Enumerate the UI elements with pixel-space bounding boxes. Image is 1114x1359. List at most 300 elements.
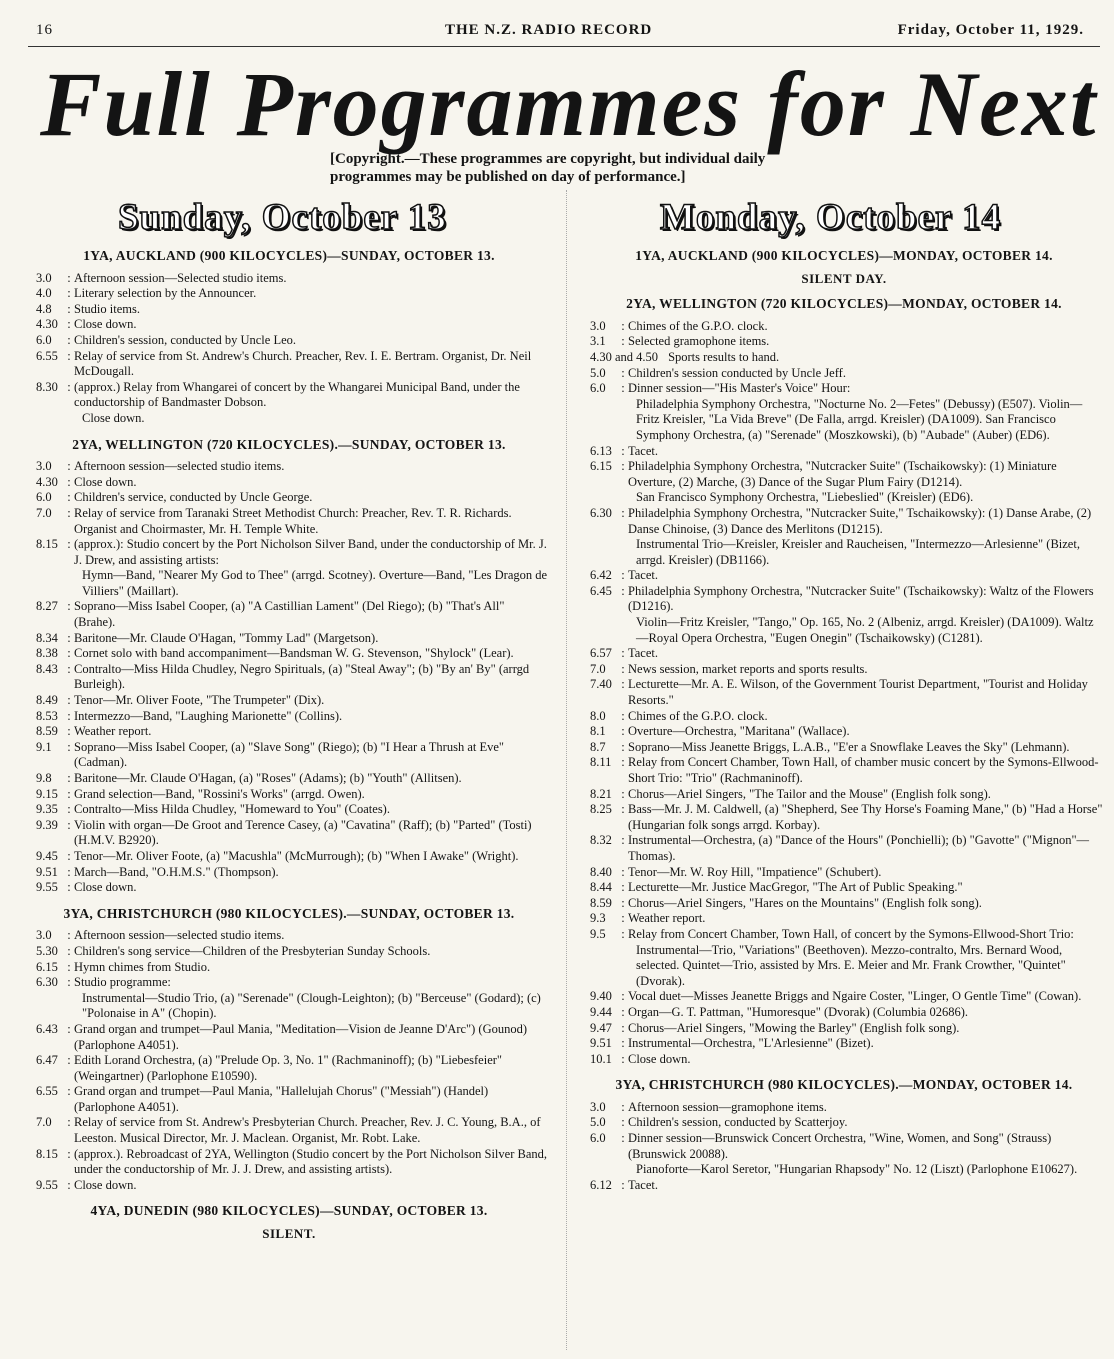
programme-entry <box>30 818 548 849</box>
time-separator: : <box>67 286 71 301</box>
entry-time: 8.30 <box>36 379 58 394</box>
entry-time: 5.30 <box>36 943 58 958</box>
time-separator: : <box>621 1051 625 1066</box>
programme-entry <box>584 1100 1104 1116</box>
time-separator: : <box>621 583 625 598</box>
programme-entry <box>30 1115 548 1146</box>
entry-text: Afternoon session—Selected studio items. <box>74 270 287 285</box>
entry-text: Instrumental—Orchestra, "L'Arlesienne" (Bizet). <box>628 1036 874 1051</box>
programme-entry <box>584 1052 1104 1068</box>
programme-entry <box>30 459 548 475</box>
entry-text: Relay of service from St. Andrew's Church. Preacher, Rev. I. E. Bertram. Organist, Dr. Neil McDougall. <box>74 348 532 379</box>
entry-text: News session, market reports and sports results. <box>628 661 868 676</box>
time-separator: : <box>67 348 71 363</box>
programme-entry <box>584 366 1104 382</box>
programme-entry <box>30 271 548 287</box>
time-separator: : <box>67 880 71 895</box>
entry-time: 6.42 <box>590 568 612 583</box>
time-separator: : <box>67 537 71 552</box>
time-separator: : <box>621 1131 625 1146</box>
entry-text: Relay from Concert Chamber, Town Hall, of chamber music concert by the Symons-Ellwood-Short Trio: "Trio" (Rachmaninoff). <box>628 755 1099 785</box>
entry-text: Overture—Orchestra, "Maritana" (Wallace). <box>628 724 850 739</box>
time-separator: : <box>67 1115 71 1130</box>
entry-text: Cornet solo with band accompaniment—Bandsman W. G. Stevenson, "Shylock" (Lear). <box>74 646 514 661</box>
programme-entry <box>30 724 548 740</box>
entry-text: (approx.) Relay from Whangarei of concert by the Whangarei Municipal Band, under the conductorship of Bandmaster Dobson. <box>74 379 520 410</box>
entry-text: Studio programme: <box>74 975 171 990</box>
time-separator: : <box>621 895 625 910</box>
programme-entry <box>584 506 1104 537</box>
entry-time: 8.34 <box>36 630 58 645</box>
entry-time: 8.44 <box>590 880 612 895</box>
programme-entry <box>584 646 1104 662</box>
entry-time: 8.15 <box>36 537 58 552</box>
programme-entry <box>30 693 548 709</box>
programme-entry <box>30 646 548 662</box>
entry-text: Sports results to hand. <box>668 349 780 364</box>
time-separator: : <box>621 833 625 848</box>
programme-entry <box>30 1053 548 1084</box>
programme-entry <box>30 709 548 725</box>
monday-heading: Monday, October 14 <box>660 197 1002 238</box>
time-separator: : <box>621 646 625 661</box>
entry-text: Afternoon session—selected studio items. <box>74 928 285 943</box>
entry-text: Afternoon session—selected studio items. <box>74 459 285 474</box>
entry-text: Intermezzo—Band, "Laughing Marionette" (Collins). <box>74 708 343 723</box>
time-separator: : <box>621 661 625 676</box>
entry-text: Close down. <box>628 1051 691 1066</box>
programme-entry <box>30 349 548 380</box>
entry-time: 8.59 <box>590 895 612 910</box>
time-separator: : <box>67 459 71 474</box>
entry-time: 4.30 <box>36 317 58 332</box>
programme-entry <box>30 1178 548 1194</box>
entry-text: Grand organ and trumpet—Paul Mania, "Hallelujah Chorus" ("Messiah") (Handel) (Parlophone A4051). <box>74 1084 489 1114</box>
entry-time: 9.55 <box>36 1177 58 1192</box>
entry-text: Tacet. <box>628 568 659 583</box>
issue-date: Friday, October 11, 1929. <box>897 22 1084 38</box>
entry-time: 8.15 <box>36 1146 58 1161</box>
time-separator: : <box>621 708 625 723</box>
entry-text: Relay from Concert Chamber, Town Hall, of concert by the Symons-Ellwood-Short Trio: <box>628 926 1074 941</box>
monday-column <box>584 242 1104 1193</box>
time-separator: : <box>67 848 71 863</box>
entry-text: Literary selection by the Announcer. <box>74 286 257 301</box>
programme-entry <box>584 568 1104 584</box>
programme-entry <box>584 459 1104 490</box>
entry-continuation: Hymn—Band, "Nearer My God to Thee" (arrgd. Scotney). Overture—Band, "Les Dragon de Villiers" (Maillart). <box>82 568 548 598</box>
entry-time: 3.0 <box>36 270 52 285</box>
entry-time: 6.55 <box>36 348 58 363</box>
entry-time: 8.11 <box>590 755 612 770</box>
entry-time: 9.1 <box>36 739 52 754</box>
programme-entry <box>584 334 1104 350</box>
time-separator: : <box>67 943 71 958</box>
station-heading: 2YA, WELLINGTON (720 KILOCYCLES)—MONDAY, OCTOBER 14. <box>626 296 1062 312</box>
time-separator: : <box>621 739 625 754</box>
entry-time: 8.53 <box>36 708 58 723</box>
time-separator: : <box>621 864 625 879</box>
entry-text: Children's session conducted by Uncle Jeff. <box>628 365 846 380</box>
time-separator: : <box>621 1115 625 1130</box>
entry-time: 6.45 <box>590 583 612 598</box>
entry-time: 7.40 <box>590 677 612 692</box>
programme-entry <box>30 599 548 630</box>
entry-time: 8.43 <box>36 661 58 676</box>
time-separator: : <box>621 1177 625 1192</box>
programme-entry <box>30 302 548 318</box>
entry-continuation: Instrumental—Studio Trio, (a) "Serenade" (Clough-Leighton); (b) "Berceuse" (Godard); (c) "Polonaise in A" (Chopin). <box>82 990 541 1021</box>
programme-entry <box>584 444 1104 460</box>
entry-time: 9.44 <box>590 1004 612 1019</box>
column-divider <box>566 190 567 1350</box>
programme-entry <box>584 709 1104 725</box>
entry-time: 7.0 <box>36 505 52 520</box>
entry-time: 9.51 <box>590 1036 612 1051</box>
programme-entry <box>584 584 1104 615</box>
entry-text: Relay of service from St. Andrew's Presbyterian Church. Preacher, Rev. J. C. Young, B.A., of Leeston. Musical Director, Mr. J. Maclean. Organist, Mr. Robt. Lake. <box>74 1115 541 1146</box>
time-separator: : <box>67 786 71 801</box>
entry-text: Studio items. <box>74 301 140 316</box>
time-separator: : <box>621 334 625 349</box>
time-separator: : <box>621 318 625 333</box>
entry-time: 9.5 <box>590 926 606 941</box>
entry-time: 7.0 <box>590 661 606 676</box>
programme-entry <box>30 537 548 568</box>
time-separator: : <box>621 568 625 583</box>
time-separator: : <box>621 911 625 926</box>
station-heading: 2YA, WELLINGTON (720 KILOCYCLES).—SUNDAY, OCTOBER 13. <box>72 436 506 452</box>
time-separator: : <box>621 786 625 801</box>
entry-text: Dinner session—Brunswick Concert Orchestra, "Wine, Women, and Song" (Strauss) (Brunswick 20088). <box>628 1131 1052 1161</box>
entry-text: Tacet. <box>628 443 659 458</box>
entry-text: (approx.): Studio concert by the Port Nicholson Silver Band, under the conductorship of Mr. J. J. Drew, and assisting artists: <box>74 537 547 567</box>
station-heading: 3YA, CHRISTCHURCH (980 KILOCYCLES).—MONDAY, OCTOBER 14. <box>615 1077 1073 1093</box>
entry-time: 9.3 <box>590 911 606 926</box>
entry-continuation: Violin—Fritz Kreisler, "Tango," Op. 165, No. 2 (Albeniz, arrgd. Kreisler) (DA1009). Waltz—Royal Opera Orchestra, "Eugen Onegin" (Tschaikowsky) (C1281). <box>636 615 1094 645</box>
station-section <box>30 906 548 1194</box>
entry-time: 8.49 <box>36 693 58 708</box>
programme-entry <box>30 506 548 537</box>
entry-time: 3.1 <box>590 334 606 349</box>
programme-entry <box>584 911 1104 927</box>
entry-time: 9.35 <box>36 802 58 817</box>
programme-entry <box>584 1005 1104 1021</box>
entry-text: Baritone—Mr. Claude O'Hagan, "Tommy Lad" (Margetson). <box>74 630 379 645</box>
time-separator <box>658 350 668 366</box>
entry-text: Grand selection—Band, "Rossini's Works" (arrgd. Owen). <box>74 786 365 801</box>
entry-time: 9.55 <box>36 880 58 895</box>
programme-entry <box>30 286 548 302</box>
programme-entry <box>584 724 1104 740</box>
entry-time: 8.21 <box>590 786 612 801</box>
entry-time: 6.12 <box>590 1177 612 1192</box>
programme-entry <box>584 1115 1104 1131</box>
entry-text: Grand organ and trumpet—Paul Mania, "Meditation—Vision de Jeanne D'Arc") (Gounod) (Parlophone A4051). <box>74 1021 528 1052</box>
entry-continuation: Philadelphia Symphony Orchestra, "Nocturne No. 2—Fetes" (Debussy) (E507). Violin—Fritz Kreisler, "La Vida Breve" (De Falla, arrgd. Kreisler) (DA1009). San Francisco Symphony Orchestra, (a) "Serenade" (Moszkowski), (b) "Aubade" (Auber) (ED6). <box>636 396 1083 442</box>
time-separator: : <box>67 771 71 785</box>
time-separator: : <box>67 1053 71 1068</box>
station-section <box>584 248 1104 286</box>
entry-text: Lecturette—Mr. Justice MacGregor, "The Art of Public Speaking." <box>628 880 963 895</box>
sunday-column <box>30 242 548 1246</box>
entry-time: 4.8 <box>36 301 52 316</box>
time-separator: : <box>621 1036 625 1051</box>
programme-entry <box>584 740 1104 756</box>
programme-entry <box>584 989 1104 1005</box>
programme-entry <box>584 1036 1104 1052</box>
time-separator: : <box>67 1146 71 1161</box>
entry-time: 4.0 <box>36 286 52 301</box>
entry-text: March—Band, "O.H.M.S." (Thompson). <box>74 864 279 879</box>
programme-entry <box>30 771 548 787</box>
station-heading: 1YA, AUCKLAND (900 KILOCYCLES)—MONDAY, OCTOBER 14. <box>635 248 1053 263</box>
programme-entry <box>584 381 1104 397</box>
entry-text: Bass—Mr. J. M. Caldwell, (a) "Shepherd, See Thy Horse's Foaming Mane," (b) "Had a Horse" (Hungarian folk songs arrgd. Korbay). <box>628 802 1103 832</box>
entry-time: 9.15 <box>36 786 58 801</box>
entry-continuation: San Francisco Symphony Orchestra, "Liebeslied" (Kreisler) (ED6). <box>636 490 974 505</box>
programme-entry <box>30 944 548 960</box>
programme-entry <box>30 631 548 647</box>
entry-text: Tenor—Mr. W. Roy Hill, "Impatience" (Schubert). <box>628 864 882 879</box>
time-separator: : <box>67 490 71 505</box>
entry-continuation: Pianoforte—Karol Seretor, "Hungarian Rhapsody" No. 12 (Liszt) (Parlophone E10627). <box>636 1162 1078 1177</box>
entry-text: Soprano—Miss Jeanette Briggs, L.A.B., "E'er a Snowflake Leaves the Sky" (Lehmann). <box>628 739 1070 754</box>
entry-text: Philadelphia Symphony Orchestra, "Nutcracker Suite," Tschaikowsky): (1) Danse Arabe, (2) Danse Chinoise, (3) Dance des Merlitons (D1215). <box>628 505 1092 536</box>
newspaper-name: THE N.Z. RADIO RECORD <box>445 22 653 38</box>
programme-entry <box>584 755 1104 786</box>
entry-time: 9.39 <box>36 817 58 832</box>
entry-time: 6.47 <box>36 1053 58 1068</box>
station-heading: 1YA, AUCKLAND (900 KILOCYCLES)—SUNDAY, OCTOBER 13. <box>83 248 495 263</box>
time-separator: : <box>67 630 71 645</box>
time-separator: : <box>67 301 71 316</box>
entry-text: (approx.). Rebroadcast of 2YA, Wellington (Studio concert by the Port Nicholson Silver Band, under the conductorship of Mr. J. J. Drew, and assisting artists). <box>74 1146 547 1177</box>
entry-time: 6.0 <box>590 1131 606 1146</box>
entry-time: 9.8 <box>36 771 52 785</box>
programme-entry <box>584 896 1104 912</box>
entry-text: Afternoon session—gramophone items. <box>628 1099 827 1114</box>
entry-text: Contralto—Miss Hilda Chudley, "Homeward to You" (Coates). <box>74 802 390 817</box>
time-separator: : <box>67 332 71 347</box>
entry-time: 8.59 <box>36 724 58 739</box>
entry-text: Baritone—Mr. Claude O'Hagan, (a) "Roses" (Adams); (b) "Youth" (Allitsen). <box>74 771 462 785</box>
time-separator: : <box>67 928 71 943</box>
programme-entry <box>30 333 548 349</box>
entry-continuation: Close down. <box>82 410 145 425</box>
entry-time: 8.0 <box>590 708 606 723</box>
entry-text: Close down. <box>74 474 137 489</box>
time-separator: : <box>67 505 71 520</box>
programme-entry <box>30 928 548 944</box>
entry-text: Weather report. <box>74 724 152 739</box>
entry-text: Organ—G. T. Pattman, "Humoresque" (Dvorak) (Columbia 02686). <box>628 1004 969 1019</box>
time-separator: : <box>621 880 625 895</box>
time-separator: : <box>67 1084 71 1099</box>
time-separator: : <box>621 989 625 1004</box>
entry-continuation: Instrumental—Trio, "Variations" (Beethoven). Mezzo-contralto, Mrs. Bernard Wood, selected. Quintet—Trio, assisted by Mrs. E. Meier and Mr. Frank Crowther, "Quintet" (Dvorak). <box>636 942 1066 988</box>
entry-text: Tacet. <box>628 646 659 661</box>
programme-entry <box>30 1084 548 1115</box>
header-rule <box>28 46 1100 47</box>
page-title: Full Programmes for Next <box>40 53 1098 155</box>
programme-entry <box>584 833 1104 864</box>
entry-text: Edith Lorand Orchestra, (a) "Prelude Op. 3, No. 1" (Rachmaninoff); (b) "Liebesfeier" (Weingartner) (Parlophone E10590). <box>74 1053 503 1083</box>
entry-time: 3.0 <box>36 459 52 474</box>
programme-entry <box>30 380 548 411</box>
programme-entry <box>584 927 1104 943</box>
time-separator: : <box>67 693 71 708</box>
programme-entry <box>30 880 548 896</box>
entry-text: Chimes of the G.P.O. clock. <box>628 318 768 333</box>
time-separator: : <box>621 1004 625 1019</box>
entry-text: Close down. <box>74 1177 137 1192</box>
entry-text: Contralto—Miss Hilda Chudley, Negro Spirituals, (a) "Steal Away"; (b) "By an' By" (arrgd Burleigh). <box>74 661 530 692</box>
programme-entry <box>30 317 548 333</box>
entry-continuation: Instrumental Trio—Kreisler, Kreisler and Raucheisen, "Intermezzo—Arlesienne" (Bizet, arrgd. Kreisler) (DB1166). <box>636 537 1080 567</box>
time-separator: : <box>67 802 71 817</box>
time-separator: : <box>67 599 71 614</box>
time-separator: : <box>67 317 71 332</box>
programme-entry <box>30 975 548 991</box>
entry-text: Philadelphia Symphony Orchestra, "Nutcracker Suite" (Tschaikowsky): Waltz of the Flowers (D1216). <box>628 583 1094 614</box>
time-separator: : <box>621 365 625 380</box>
entry-text: Close down. <box>74 317 137 332</box>
entry-time: 9.40 <box>590 989 612 1004</box>
entry-time: 8.25 <box>590 802 612 817</box>
entry-text: Tacet. <box>628 1177 659 1192</box>
time-separator: : <box>621 443 625 458</box>
time-separator: : <box>621 802 625 817</box>
entry-text: Violin with organ—De Groot and Terence Casey, (a) "Cavatina" (Raff); (b) "Parted" (Tosti) (H.M.V. B2920). <box>74 817 532 848</box>
entry-text: Close down. <box>74 880 137 895</box>
time-separator: : <box>621 1099 625 1114</box>
entry-text: Instrumental—Orchestra, (a) "Dance of the Hours" (Ponchielli); (b) "Gavotte" ("Mignon"—Thomas). <box>628 833 1090 863</box>
entry-text: Relay of service from Taranaki Street Methodist Church: Preacher, Rev. T. R. Richards. Organist and Choirmaster, Mr. H. Temple White. <box>74 505 512 536</box>
time-separator: : <box>67 724 71 739</box>
entry-text: Children's service, conducted by Uncle George. <box>74 490 313 505</box>
entry-time: 6.43 <box>36 1021 58 1036</box>
entry-text: Children's session, conducted by Uncle Leo. <box>74 332 296 347</box>
entry-time: 3.0 <box>590 318 606 333</box>
programme-entry <box>30 490 548 506</box>
time-separator: : <box>621 926 625 941</box>
entry-time: 5.0 <box>590 1115 606 1130</box>
station-section <box>584 296 1104 1067</box>
entry-time: 6.30 <box>36 975 58 990</box>
entry-text: Dinner session—"His Master's Voice" Hour: <box>628 381 851 396</box>
time-separator: : <box>621 724 625 739</box>
entry-time: 8.40 <box>590 864 612 879</box>
entry-text: Chimes of the G.P.O. clock. <box>628 708 768 723</box>
entry-time: 8.7 <box>590 739 606 754</box>
station-section <box>584 1077 1104 1193</box>
programme-entry <box>584 1131 1104 1162</box>
entry-time: 6.0 <box>36 332 52 347</box>
station-heading: 4YA, DUNEDIN (980 KILOCYCLES)—SUNDAY, OCTOBER 13. <box>90 1203 488 1219</box>
sunday-heading: Sunday, October 13 <box>118 197 447 238</box>
station-section <box>30 437 548 896</box>
entry-text: Children's session, conducted by Scatterjoy. <box>628 1115 848 1130</box>
entry-text: Chorus—Ariel Singers, "The Tailor and the Mouse" (English folk song). <box>628 786 991 801</box>
entry-time: 3.0 <box>36 928 52 943</box>
programme-entry <box>584 880 1104 896</box>
programme-entry <box>584 1021 1104 1037</box>
programme-entry <box>30 960 548 976</box>
entry-text: Tenor—Mr. Oliver Foote, "The Trumpeter" (Dix). <box>74 693 325 708</box>
entry-time: 3.0 <box>590 1099 606 1114</box>
entry-time: 8.38 <box>36 646 58 661</box>
programme-entry <box>584 802 1104 833</box>
entry-time: 6.13 <box>590 443 612 458</box>
entry-time: 6.0 <box>590 381 606 396</box>
copyright-notice: [Copyright.—These programmes are copyright, but individual daily programmes may be published on day of performance.] <box>330 151 766 185</box>
station-heading: 3YA, CHRISTCHURCH (980 KILOCYCLES).—SUNDAY, OCTOBER 13. <box>63 905 515 921</box>
entry-time: 8.1 <box>590 724 606 739</box>
entry-text: Children's song service—Children of the Presbyterian Sunday Schools. <box>74 943 431 958</box>
entry-time: 6.55 <box>36 1084 58 1099</box>
time-separator: : <box>67 646 71 661</box>
programme-entry <box>30 475 548 491</box>
time-separator: : <box>67 739 71 754</box>
time-separator: : <box>621 1020 625 1035</box>
entry-text: Hymn chimes from Studio. <box>74 959 211 974</box>
time-separator: : <box>67 474 71 489</box>
station-section <box>30 248 548 427</box>
time-separator: : <box>621 381 625 396</box>
entry-time: 5.0 <box>590 365 606 380</box>
entry-time: 8.27 <box>36 599 58 614</box>
entry-text: Weather report. <box>628 911 706 926</box>
entry-time: 9.47 <box>590 1020 612 1035</box>
programme-entry <box>30 740 548 771</box>
time-separator: : <box>67 959 71 974</box>
entry-text: Soprano—Miss Isabel Cooper, (a) "A Castillian Lament" (Del Riego); (b) "That's All" (Brahe). <box>74 599 505 630</box>
station-section <box>30 1203 548 1241</box>
time-separator: : <box>67 379 71 394</box>
entry-text: Soprano—Miss Isabel Cooper, (a) "Slave Song" (Riego); (b) "I Hear a Thrush at Eve" (Cadman). <box>74 739 504 770</box>
entry-time: 6.15 <box>36 959 58 974</box>
entry-time: 4.30 <box>36 474 58 489</box>
entry-text: Tenor—Mr. Oliver Foote, (a) "Macushla" (McMurrough); (b) "When I Awake" (Wright). <box>74 848 519 863</box>
programme-entry <box>584 662 1104 678</box>
entry-text: Philadelphia Symphony Orchestra, "Nutcracker Suite" (Tschaikowsky): (1) Miniature Overture, (2) Marche, (3) Dance of the Sugar Plum Fairy (D1214). <box>628 459 1057 489</box>
programme-entry <box>584 1178 1104 1194</box>
programme-entry <box>30 1147 548 1178</box>
entry-time: 9.45 <box>36 848 58 863</box>
programme-entry <box>30 849 548 865</box>
time-separator: : <box>67 864 71 879</box>
entry-text: Chorus—Ariel Singers, "Hares on the Mountains" (English folk song). <box>628 895 982 910</box>
time-separator: : <box>621 459 625 474</box>
entry-text: Chorus—Ariel Singers, "Mowing the Barley" (English folk song). <box>628 1020 960 1035</box>
station-note: SILENT. <box>262 1226 316 1242</box>
entry-time: 6.0 <box>36 490 52 505</box>
time-separator: : <box>67 661 71 676</box>
time-separator: : <box>67 270 71 285</box>
time-separator: : <box>67 708 71 723</box>
programme-entry <box>30 787 548 803</box>
programme-entry <box>584 865 1104 881</box>
programme-entry <box>30 802 548 818</box>
programme-entry <box>584 319 1104 335</box>
programme-entry <box>30 865 548 881</box>
time-separator: : <box>67 975 71 990</box>
programme-entry <box>584 677 1104 708</box>
page-number: 16 <box>36 22 53 38</box>
entry-time: 7.0 <box>36 1115 52 1130</box>
time-separator: : <box>67 817 71 832</box>
